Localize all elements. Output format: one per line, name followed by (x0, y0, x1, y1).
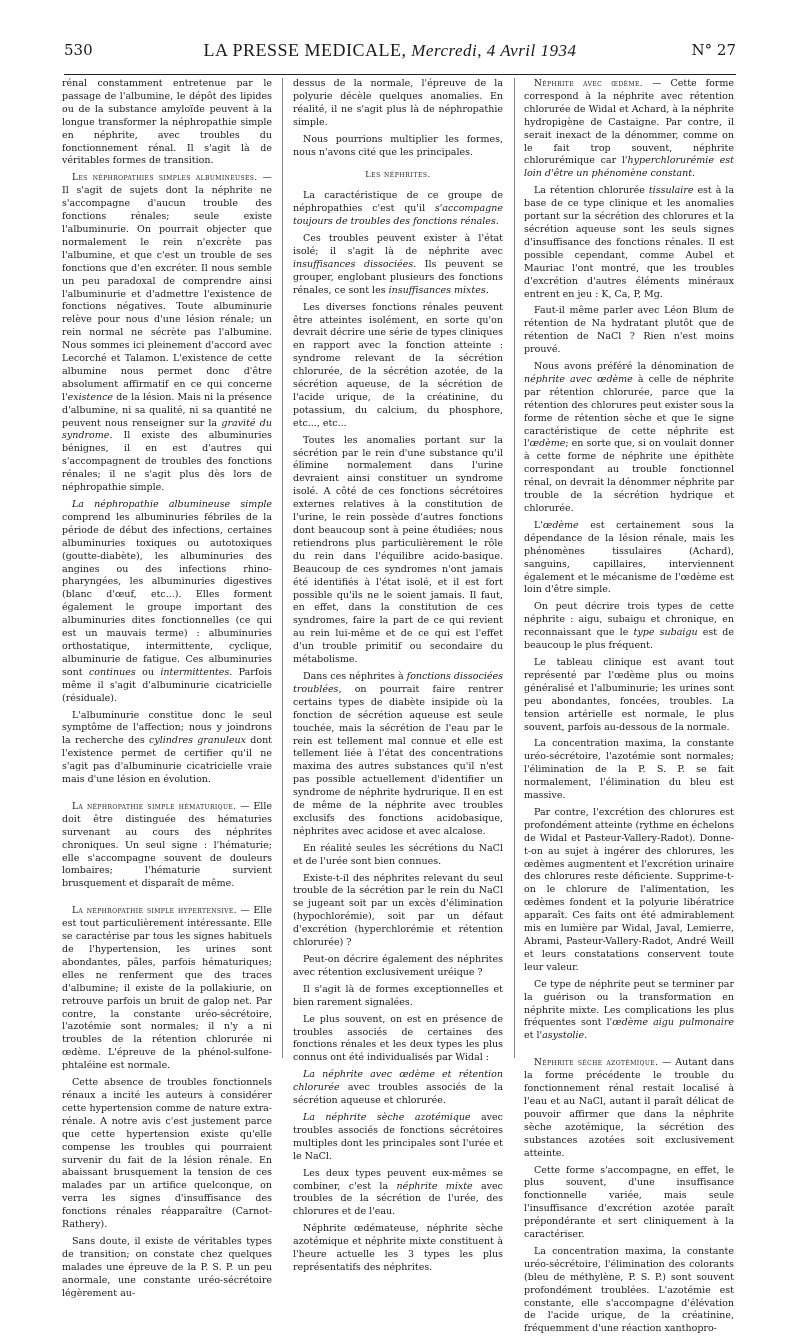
text-column-2 (293, 78, 503, 1279)
paragraph: En réalité seules les sécrétions du NaCl et de l'urée sont bien connues. (293, 842, 503, 867)
paragraph: rénal constamment entretenue par le passage de l'albumine, le dépôt des lipides ou de la substance amyloïde peuvent à la longue transformer la néphropathie simple en néphrite, avec troubles du fonctionnement rénal. Il s'agit là de véritables formes de transition. (62, 78, 272, 167)
paragraph: La néphropathie albumineuse simple comprend les albuminuries fébriles de la période de début des infections, certaines albuminuries toxiques ou autotoxiques (goutte-diabète), les albuminuries des angines ou des infections rhino-pharyngées, les albuminuries digestives (blanc d'œuf, etc...). Elles forment également le groupe important des albuminuries dites fonctionnelles (ce qui est un mauvais terme) : albuminuries orthostatique, intermittente, cyclique, albuminurie de fatigue. Ces albuminuries sont continues ou intermittentes. Parfois même il s'agit d'albuminurie cicatricielle (résiduale). (62, 499, 272, 704)
text-column-3 (524, 78, 734, 1340)
issue-number: N° 27 (691, 41, 736, 59)
column-divider (514, 78, 515, 1058)
text-column-1 (62, 78, 272, 1304)
paragraph: Faut-il même parler avec Léon Blum de rétention de Na hydratant plutôt que de rétention de NaCl ? Rien n'est moins prouvé. (524, 305, 734, 356)
paragraph: La néphrite avec œdème et rétention chlorurée avec troubles associés de la sécrétion aqueuse et chlorurée. (293, 1069, 503, 1107)
paragraph: Les néphropathies simples albumineuses. — Il s'agit de sujets dont la néphrite ne s'accompagne d'aucun trouble des fonctions rénales; seule existe l'albuminurie. On pourrait objecter que normalement le rein n'excrète pas l'albumine, et que c'est un trouble de ses fonctions que d'en excréter. Il nous semble un peu paradoxal de comprendre ainsi l'albuminurie et d'admettre l'existence de fonctions négatives. Toute albuminurie relève pour nous d'une lésion rénale; un rein normal ne sécrète pas l'albumine. Nous sommes ici pleinement d'accord avec Lecorché et Talamon. L'existence de cette albumine nous permet donc d'être absolument affirmatif en ce qui concerne l'existence de la lésion. Mais ni la présence d'albumine, ni sa qualité, ni sa quantité ne peuvent nous renseigner sur la gravité du syndrome. Il existe des albuminuries bénignes, il en est d'autres qui s'accompagnent de troubles des fonctions rénales; il ne s'agit plus dès lors de néphropathie simple. (62, 173, 272, 494)
paragraph: La néphropathie simple hypertensive. — Elle est tout particulièrement intéressante. Elle se caractérise par tous les signes habituels de l'hypertension, les urines sont abondantes, pâles, parfois hématuriques; elles ne renferment que des traces d'albumine; il existe de la pollakiurie, on retrouve parfois un bruit de galop net. Par contre, la constante uréo-sécrétoire, l'azotémie sont normales; il n'y a ni troubles de la rétention chlorurée ni œdème. L'épreuve de la phénol-sulfone-phtaléine est normale. (62, 905, 273, 1072)
paragraph: Le plus souvent, on est en présence de troubles associés de certaines des fonctions rénales et les deux types les plus connus ont été individualisés par Widal : (293, 1013, 503, 1064)
paragraph: Existe-t-il des néphrites relevant du seul trouble de la sécrétion par le rein du NaCl se jugeant soit par un excès d'élimination (hypochlorémie), soit par un défaut d'excrétion (hyperchlorémie et rétention chlorurée) ? (293, 872, 503, 949)
issue-date: Mercredi, 4 Avril 1934 (411, 40, 577, 60)
paragraph: Nous avons préféré la dénomination de néphrite avec œdème à celle de néphrite par rétention chlorurée, parce que la rétention des chlorures peut exister sous la forme de rétention sèche et que le signe caractéristique de cette néphrite est l'œdème; en sorte que, si on voulait donner à cette forme de néphrite une épithète correspondant au trouble fonctionnel rénal, on devrait la dénommer néphrite par trouble de la sécrétion hydrique et chlorurée. (524, 361, 734, 514)
section-heading: Les néphropathies simples albumineuses. — (72, 173, 272, 184)
paragraph: Sans doute, il existe de véritables types de transition; on constate chez quelques malades une épreuve de la P. S. P. un peu anormale, une constante uréo-sécrétoire légèrement au- (62, 1235, 272, 1299)
page-header (64, 26, 736, 75)
paragraph: Il s'agit là de formes exceptionnelles et bien rarement signalées. (293, 983, 503, 1008)
paragraph: Néphrite avec œdème. — Cette forme correspond à la néphrite avec rétention chlorurée de Widal et Achard, à la néphrite hydropigène de Castaigne. Par contre, il serait inexact de la dénommer, comme on le fait trop souvent, néphrite chlorurémique car l'hyperchlorurémie est loin d'être un phénomène constant. (524, 78, 734, 180)
paragraph: La néphrite sèche azotémique avec troubles associés de fonctions sécrétoires multiples dont les principales sont l'urée et le NaCl. (293, 1111, 503, 1162)
section-heading: La néphropathie simple hématurique. — (72, 801, 250, 812)
masthead (203, 40, 576, 61)
paragraph: Par contre, l'excrétion des chlorures est profondément atteinte (rythme en échelons de Widal et Pasteur-Vallery-Radot). Donne-t-on au sujet à ingérer des chlorures, les œdèmes augmentent et l'excrétion urinaire des chlorures reste déficiente. Supprime-t-on le chlorure de l'alimentation, les œdèmes fondent et la polyurie libératrice apparaît. Ces faits ont été admirablement mis en lumière par Widal, Javal, Lemierre, Abrami, Pasteur-Vallery-Radot, André Weill et leurs constatations conservent toute leur valeur. (524, 806, 734, 973)
paragraph: Le tableau clinique est avant tout représenté par l'œdème plus ou moins généralisé et l'albuminurie; les urines sont peu abondantes, foncées, troubles. La tension artérielle est normale, le plus souvent, parfois au-dessous de la normale. (524, 656, 734, 733)
paragraph: Néphrite sèche azotémique. — Autant dans la forme précédente le trouble du fonctionnement rénal restait localisé à l'eau et au NaCl, autant il paraît délicat de pouvoir affirmer que dans la néphrite sèche azotémique, la sécrétion des substances azotées soit exclusivement atteinte. (524, 1057, 734, 1159)
paragraph: L'œdème est certainement sous la dépendance de la lésion rénale, mais les phénomènes tissulaires (Achard), sanguins, capillaires, interviennent également et le mécanisme de l'œdème est loin d'être simple. (524, 519, 734, 596)
page-number: 530 (64, 41, 93, 59)
paragraph: Ce type de néphrite peut se terminer par la guérison ou la transformation en néphrite mixte. Les complications les plus fréquentes sont l'œdème aigu pulmonaire et l'asystolie. (524, 978, 734, 1042)
paragraph: La caractéristique de ce groupe de néphropathies c'est qu'il s'accompagne toujours de troubles des fonctions rénales. (293, 190, 503, 228)
paragraph: La néphropathie simple hématurique. — Elle doit être distinguée des hématuries survenant au cours des néphrites chroniques. Un seul signe : l'hématurie; elle s'accompagne souvent de douleurs lombaires; l'hématurie survient brusquement et disparaît de même. (62, 800, 272, 890)
paragraph: Cette absence de troubles fonctionnels rénaux a incité les auteurs à considérer cette hypertension comme de nature extra-rénale. A notre avis c'est justement parce que cette hypertension existe qu'elle compense les troubles qui pourraient survenir du fait de la lésion rénale. En abaissant brusquement la tension de ces malades par un artifice quelconque, on verra les signes d'insuffisance des fonctions rénales réapparaître (Carnot-Rathery). (62, 1077, 272, 1231)
paragraph: Cette forme s'accompagne, en effet, le plus souvent, d'une insuffisance fonctionnelle variée, mais seule l'insuffisance d'excrétion azotée paraît prépondérante et sert cliniquement à la caractériser. (524, 1164, 734, 1241)
paragraph: La rétention chlorurée tissulaire est à la base de ce type clinique et les anomalies portant sur la sécrétion des chlorures et la sécrétion aqueuse sont les seuls signes d'insuffisance des fonctions rénales. Il est possible cependant, comme Aubel et Mauriac l'ont montré, que les troubles d'excrétion d'autres éléments minéraux entrent en jeu : K, Ca, P, Mg. (524, 185, 734, 300)
paragraph: Les deux types peuvent eux-mêmes se combiner, c'est la néphrite mixte avec troubles de la sécrétion de l'urée, des chlorures et de l'eau. (293, 1167, 503, 1218)
journal-title: LA PRESSE MEDICALE, (203, 39, 407, 60)
paragraph: Nous pourrions multiplier les formes, nous n'avons cité que les principales. (293, 133, 503, 158)
paragraph: La concentration maxima, la constante uréo-sécrétoire, l'élimination des colorants (bleu de méthylène, P. S. P.) sont souvent profondément troublées. L'azotémie est constante, elle s'accompagne d'élévation de l'acide urique, de la créatinine, fréquemment d'une réaction xanthopro- (524, 1245, 734, 1335)
paragraph: Les diverses fonctions rénales peuvent être atteintes isolément, en sorte qu'on devrait décrire une série de types cliniques en rapport avec la fonction atteinte : syndrome relevant de la sécrétion chlorurée, de la sécrétion azotée, de la sécrétion aqueuse, de la sécrétion de l'acide urique, de la créatinine, du potassium, du calcium, du phosphore, etc..., etc... (293, 301, 503, 429)
paragraph: L'albuminurie constitue donc le seul symptôme de l'affection; nous y joindrons la recherche des cylindres granuleux dont l'existence permet de certifier qu'il ne s'agit pas d'albuminurie cicatricielle vraie mais d'une lésion en évolution. (62, 709, 273, 786)
section-heading: Les néphrites. (365, 170, 431, 180)
paragraph: Dans ces néphrites à fonctions dissociées troublées, on pourrait faire rentrer certains types de diabète insipide où la fonction de sécrétion aqueuse est seule touchée, mais la sécrétion de l'eau par le rein est tellement mal connue et elle est tellement liée à l'état des concentrations maxima des autres substances qu'il n'est pas possible actuellement d'identifier un syndrome de néphrite hydrurique. Il en est de même de la néphrite avec troubles exclusifs des fonctions acidobasique, néphrites avec acidose et avec alcalose. (293, 670, 504, 837)
paragraph: Ces troubles peuvent exister à l'état isolé; il s'agit là de néphrite avec insuffisances dissociées. Ils peuvent se grouper, englobant plusieurs des fonctions rénales, ce sont les insuffisances mixtes. (293, 233, 503, 296)
section-heading: Néphrite sèche azotémique. — (534, 1058, 672, 1069)
column-divider (282, 78, 283, 1058)
paragraph: dessus de la normale, l'épreuve de la polyurie décèle quelques anomalies. En réalité, il ne s'agit plus là de néphropathie simple. (293, 78, 503, 128)
paragraph: La concentration maxima, la constante uréo-sécrétoire, l'azotémie sont normales; l'élimination de la P. S. P. se fait normalement, l'élimination du bleu est massive. (524, 738, 734, 802)
paragraph: Néphrite œdémateuse, néphrite sèche azotémique et néphrite mixte constituent à l'heure actuelle les 3 types les plus représentatifs des néphrites. (293, 1223, 503, 1273)
section-heading: Néphrite avec œdème. — (534, 79, 662, 89)
section-heading: La néphropathie simple hypertensive. — (72, 906, 250, 917)
paragraph: Toutes les anomalies portant sur la sécrétion par le rein d'une substance qu'il élimine normalement dans l'urine devraient ainsi constituer un syndrome isolé. A côté de ces fonctions sécrétoires externes relatives à la constitution de l'urine, le rein possède d'autres fonctions dont beaucoup sont à peine étudiées; nous retiendrons plus particulièrement le rôle du rein dans l'équilibre acido-basique. Beaucoup de ces syndromes n'ont jamais été identifiés à l'état isolé, et il est fort possible qu'ils ne le soient jamais. Il faut, en effet, dans la constitution de ces syndromes, faire la part de ce qui revient au rein lui-même et de ce qui est l'effet d'un trouble primitif ou secondaire du métabolisme. (293, 434, 503, 666)
paragraph: On peut décrire trois types de cette néphrite : aigu, subaigu et chronique, en reconnaissant que le type subaigu est de beaucoup le plus fréquent. (524, 601, 735, 652)
paragraph: Peut-on décrire également des néphrites avec rétention exclusivement uréique ? (293, 954, 503, 978)
